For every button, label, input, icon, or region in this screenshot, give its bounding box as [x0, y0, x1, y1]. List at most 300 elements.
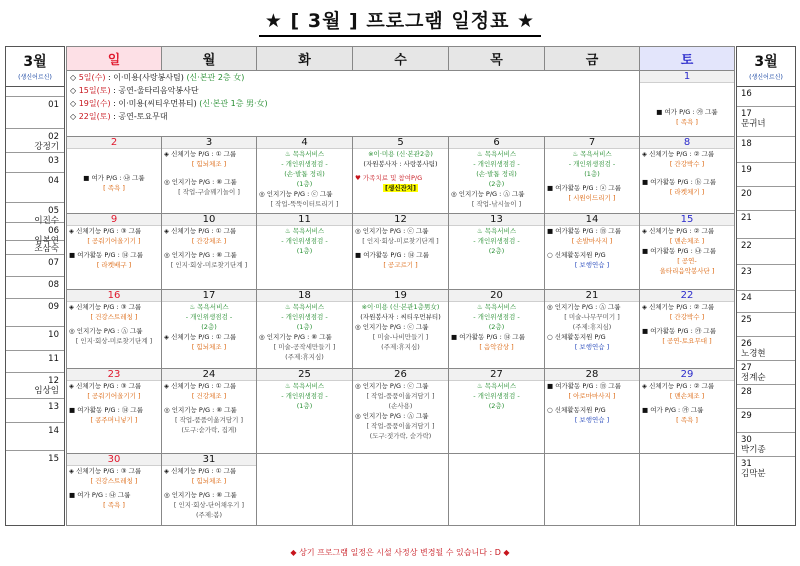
event-line: ■ 여가활동 P/G : ⑭ 그룹 — [69, 250, 143, 259]
event-line: [ 힘뇌체조 ] — [191, 343, 227, 352]
birthday-row — [737, 163, 795, 187]
event-line: 울타리음악봉사단 ] — [659, 266, 715, 275]
event-line: ◎ 인지기능 P/G : Ⓐ 그룹 — [451, 190, 525, 199]
empty-day-cell — [353, 453, 449, 526]
day-number: 4 — [257, 137, 352, 149]
birthday-row — [6, 399, 64, 423]
event-line: [ 공연- — [677, 256, 697, 265]
event-line: ◈ 신체기능 P/G : ① 그룹 — [164, 333, 237, 342]
birthday-day: 28 — [741, 387, 752, 397]
notice-text: : 공연-울타리음악봉사단 — [110, 86, 199, 95]
day-number: 25 — [257, 369, 352, 381]
event-line: ♨ 목욕서비스 — [284, 303, 325, 312]
day-number: 30 — [67, 454, 161, 466]
event-line: ◈ 신체기능 P/G : ③ 그룹 — [69, 303, 142, 312]
event-line: - 개인위생점검 - — [281, 236, 328, 245]
day-number: 28 — [545, 369, 639, 381]
event-line: (손사용) — [388, 401, 413, 410]
event-line: [ 간강박수 ] — [669, 160, 705, 169]
diamond-icon: ◇ — [70, 73, 79, 82]
birthday-row — [6, 241, 64, 255]
weekday-header-row — [67, 47, 735, 71]
event-line: (2층) — [488, 180, 505, 189]
event-line: ◎ 인지기능 P/G : ⓒ 그룹 — [259, 190, 333, 199]
day-cell — [640, 368, 735, 453]
event-line: [ 작업-뚝뚝이터트리기 ] — [270, 200, 339, 209]
birthday-name: 정계순 — [741, 373, 766, 383]
day-number: 15 — [640, 214, 734, 226]
event-line: ○ 신체활동지원 P/G — [547, 333, 606, 342]
day-number: 8 — [640, 137, 734, 149]
event-line: (1층) — [296, 401, 313, 410]
side-month-label: 3월 — [23, 54, 47, 70]
birthday-row — [737, 137, 795, 163]
notice-date: 15일(토) — [78, 86, 111, 95]
birthday-day: 07 — [48, 258, 59, 268]
calendar-week-row — [67, 453, 735, 526]
weekday-mon: 월 — [162, 47, 257, 71]
event-line: (1층) — [584, 170, 600, 179]
event-line: ■ 여가 P/G : ㉯ 그룹 — [83, 174, 145, 183]
spacer — [67, 157, 161, 165]
event-line: [ 시원이드리기 ] — [568, 194, 616, 203]
birthday-name: 조삼숙 — [34, 244, 59, 254]
notice-line — [67, 110, 639, 123]
weekday-sat: 토 — [640, 47, 735, 71]
page-title-text: ★ [ 3월 ] 프로그램 일정표 ★ — [259, 6, 541, 37]
day-cell — [67, 368, 162, 453]
event-line: [ 콩주머니넣기 ] — [90, 415, 138, 424]
notice-line — [67, 97, 639, 110]
birthday-row — [737, 87, 795, 107]
event-line: - 개인위생점검 - — [473, 236, 520, 245]
empty-day-cell — [640, 453, 735, 526]
day-number: 21 — [545, 290, 639, 302]
birthday-row — [6, 153, 64, 173]
event-line: (2층) — [488, 401, 505, 410]
birthday-day: 04 — [48, 176, 59, 186]
spacer — [162, 169, 256, 177]
birthday-row — [6, 451, 64, 475]
page-title — [0, 6, 800, 32]
event-line: ◈ 신체기능 P/G : ① 그룹 — [164, 466, 237, 475]
birthday-row — [737, 361, 795, 385]
event-line: - 개인위생점검 - — [281, 391, 328, 400]
day-number: 24 — [162, 369, 256, 381]
calendar-week-row — [67, 137, 735, 214]
event-line: ♨ 목욕서비스 — [284, 226, 325, 235]
birthday-row — [737, 337, 795, 361]
event-line: (2층) — [488, 323, 505, 332]
birthday-row — [6, 129, 64, 153]
birthday-row — [737, 211, 795, 239]
calendar-week-row — [67, 71, 735, 137]
day-number: 20 — [449, 290, 544, 302]
event-line: - 개인위생점검 - — [568, 160, 616, 169]
birthday-row — [6, 203, 64, 226]
event-line: [ 인지·회상-미로찾기단계 ] — [75, 337, 153, 346]
side-header — [6, 47, 64, 87]
day-cell — [257, 290, 353, 369]
notice-text: : 공연-토요무대 — [110, 112, 168, 121]
event-line: - 개인위생점검 - — [473, 391, 520, 400]
event-line: (손·발톱 정리) — [284, 170, 325, 179]
event-line: ※이·미용 (신·본관1층男女) — [361, 303, 440, 312]
event-line: (주제:봄) — [195, 510, 223, 519]
birthday-panel-right — [736, 46, 796, 526]
event-line: [ 족욕 ] — [676, 415, 698, 424]
highlight-label: [생신잔치] — [384, 184, 417, 193]
event-line: - 개인위생점검 - — [473, 313, 520, 322]
birthday-row — [737, 313, 795, 337]
event-line: [ 작업-품품이옮겨담기 ] — [366, 421, 435, 430]
spacer — [640, 91, 734, 99]
birthday-row — [6, 97, 64, 129]
day-cell — [162, 213, 257, 290]
event-line: [ 공줘기어올기기 ] — [87, 391, 141, 400]
event-line: (주제:휴지심) — [285, 353, 324, 362]
event-line: (주제:휴지심) — [381, 343, 420, 352]
birthday-name: 임상임 — [34, 386, 59, 396]
day-number: 7 — [545, 137, 639, 149]
day-cell — [67, 213, 162, 290]
event-line: (자원봉사자 : 씨티우먼뷰티) — [360, 313, 441, 322]
birthday-name: 박기종 — [741, 445, 766, 455]
weekday-sun: 일 — [67, 47, 162, 71]
event-line: [ 족욕 ] — [103, 500, 125, 509]
day-cell — [449, 368, 545, 453]
event-line: [ 공줘기어올기기 ] — [87, 236, 141, 245]
event-line: ♥ 가족치료 및 참여P/G — [355, 174, 423, 183]
empty-day-cell — [545, 453, 640, 526]
day-number: 12 — [353, 214, 448, 226]
day-cell — [545, 213, 640, 290]
notice-line — [67, 71, 639, 84]
empty-day-cell — [257, 453, 353, 526]
event-line: [ 족욕 ] — [676, 118, 698, 126]
event-line: (2층) — [488, 246, 505, 255]
birthday-row — [6, 423, 64, 451]
day-number: 10 — [162, 214, 256, 226]
event-line: ○ 신체활동지원 P/G — [547, 250, 606, 259]
weekday-tue: 화 — [257, 47, 353, 71]
birthday-row — [6, 327, 64, 351]
event-line: [ 보행연습 ] — [574, 260, 610, 269]
event-line: ◈ 신체기능 P/G : ① 그룹 — [164, 226, 237, 235]
event-line: (주제:휴지심) — [572, 323, 612, 332]
event-line: ♨ 목욕서비스 — [572, 150, 612, 159]
side-subtitle: (생신어르신) — [18, 74, 52, 81]
event-line: (1층) — [296, 180, 313, 189]
notice-extra: (신·본관 2층 女) — [186, 73, 245, 82]
day-cell — [162, 137, 257, 214]
birthday-row — [737, 107, 795, 137]
event-line: ♨ 목욕서비스 — [284, 150, 325, 159]
event-line: [ 맨손체조 ] — [669, 236, 705, 245]
spacer — [640, 99, 734, 107]
event-line: [ 인지·회상-미로찾기단계 ] — [170, 260, 248, 269]
day-cell — [67, 137, 162, 214]
birthday-name: 문귀녀 — [741, 119, 766, 129]
birthday-day: 25 — [741, 315, 752, 325]
notice-text: : 이·미용(사랑봉사팀) — [105, 73, 187, 82]
birthday-day: 23 — [741, 267, 752, 277]
side-subtitle: (생신어르신) — [749, 74, 783, 81]
day-number: 6 — [449, 137, 544, 149]
event-line: ♨ 목욕서비스 — [284, 381, 325, 390]
event-line: ■ 여가활동 P/G : ㉯ 그룹 — [642, 246, 716, 255]
notice-extra: (신·본관 1층 男·女) — [199, 99, 268, 108]
birthday-day: 13 — [48, 402, 59, 412]
birthday-row — [737, 187, 795, 211]
day-cell — [257, 213, 353, 290]
birthday-day: 31 — [741, 459, 752, 469]
day-cell — [162, 290, 257, 369]
day-cell — [640, 213, 735, 290]
birthday-row — [737, 291, 795, 313]
birthday-day: 30 — [741, 435, 752, 445]
day-cell — [449, 290, 545, 369]
day-number: 11 — [257, 214, 352, 226]
day-cell — [353, 290, 449, 369]
diamond-icon: ◇ — [70, 86, 79, 95]
day-number: 1 — [640, 71, 734, 83]
event-line: [ 공연-토요무대 ] — [662, 337, 712, 346]
birthday-day: 09 — [48, 302, 59, 312]
notice-text: : 이·미용(씨티우먼뷰티) — [110, 99, 200, 108]
birthday-row — [6, 87, 64, 97]
event-line: ○ 신체활동지원 P/G — [547, 405, 606, 414]
event-line: [ 건강스트레칭 ] — [90, 313, 138, 322]
birthday-day: 22 — [741, 241, 752, 251]
event-line: ■ 여가활동 P/G : ⓐ 그룹 — [547, 184, 621, 193]
calendar-week-row — [67, 290, 735, 369]
birthday-day: 06 — [48, 226, 59, 236]
birthday-day: 20 — [741, 189, 752, 199]
day-cell — [162, 453, 257, 526]
day-number: 31 — [162, 454, 256, 466]
day-number: 16 — [67, 290, 161, 302]
birthday-name: 강정기 — [34, 142, 59, 152]
day-number: 19 — [353, 290, 448, 302]
birthday-day: 17 — [741, 109, 752, 119]
event-line: (도구:젓가락, 숟가락) — [369, 431, 432, 440]
diamond-icon: ◇ — [70, 112, 79, 121]
event-line: [ 작업-품품이옮겨담기 ] — [366, 391, 435, 400]
day-cell — [640, 290, 735, 369]
day-cell — [449, 137, 545, 214]
event-line: ◎ 인지기능 P/G : ⓒ 그룹 — [355, 323, 429, 332]
notice-date: 5일(수) — [78, 73, 106, 82]
event-line: [ 작업-품품이옮겨담기 ] — [174, 415, 244, 424]
event-line: [ 인지·회상-미로찾기단계 ] — [362, 236, 439, 245]
day-number: 3 — [162, 137, 256, 149]
day-cell — [353, 368, 449, 453]
event-line: ◎ 인지기능 P/G : ⑧ 그룹 — [164, 250, 237, 259]
calendar-week-row — [67, 213, 735, 290]
event-line: ♨ 목욕서비스 — [189, 303, 229, 312]
birthday-panel-left — [5, 46, 65, 526]
day-cell — [257, 137, 353, 214]
event-line: ◎ 인지기능 P/G : ⓒ 그룹 — [355, 226, 429, 235]
spacer — [67, 165, 161, 173]
event-line: (1층) — [296, 323, 313, 332]
day-number: 2 — [67, 137, 161, 149]
event-line: ◈ 신체기능 P/G : ③ 그룹 — [69, 226, 142, 235]
event-line: [ 공고르기 ] — [383, 260, 418, 269]
event-line: - 개인위생점검 - — [281, 160, 328, 169]
event-line: [ 인지·회상-단어채우기 ] — [173, 500, 245, 509]
birthday-row — [737, 385, 795, 409]
event-line: ◎ 인지기능 P/G : Ⓐ 그룹 — [69, 327, 143, 336]
birthday-day: 19 — [741, 165, 752, 175]
event-line: [ 미술-나무꾸미기 ] — [564, 313, 620, 322]
calendar-week-row — [67, 368, 735, 453]
event-line: [ 보행연습 ] — [574, 343, 610, 352]
event-line: ♨ 목욕서비스 — [476, 303, 517, 312]
event-line: ◎ 인지기능 P/G : Ⓐ 그룹 — [355, 411, 429, 420]
birthday-day: 29 — [741, 411, 752, 421]
birthday-name: 이진수 — [34, 216, 59, 226]
side-month-label: 3월 — [754, 54, 778, 70]
day-number: 9 — [67, 214, 161, 226]
event-line: ◎ 인지기능 P/G : Ⓐ 그룹 — [547, 303, 621, 312]
birthday-row — [737, 265, 795, 291]
event-line: - 개인위생점검 - — [281, 313, 328, 322]
spacer — [67, 149, 161, 157]
birthday-day: 10 — [48, 330, 59, 340]
birthday-row — [6, 351, 64, 373]
event-line: ◎ 인지기능 P/G : ⑧ 그룹 — [164, 490, 237, 499]
birthday-row — [6, 277, 64, 299]
day-number: 5 — [353, 137, 448, 149]
event-line: ■ 여가활동 P/G : ⑭ 그룹 — [69, 405, 143, 414]
birthday-day: 08 — [48, 280, 59, 290]
event-line: ◈ 신체기능 P/G : ② 그룹 — [642, 381, 715, 390]
day-cell — [257, 368, 353, 453]
event-line: (자원봉사자 : 사랑봉사팀) — [363, 160, 438, 169]
event-line: ◎ 인지기능 P/G : ⑧ 그룹 — [259, 333, 332, 342]
weekday-wed: 수 — [353, 47, 449, 71]
weekday-thu: 목 — [449, 47, 545, 71]
event-line: ■ 여가활동 P/G : ⑭ 그룹 — [451, 333, 525, 342]
event-line: [ 맨손체조 ] — [669, 391, 705, 400]
event-line: ♨ 목욕서비스 — [476, 381, 517, 390]
spacer — [640, 83, 734, 91]
event-line: ※이·미용 (신·본관2층) — [368, 150, 433, 159]
event-line: ◈ 신체기능 P/G : ③ 그룹 — [69, 466, 142, 475]
day-cell — [353, 137, 449, 214]
event-line: [ 간강체조 ] — [191, 236, 227, 245]
event-line: (1층) — [296, 246, 313, 255]
event-line: [ 보행연습 ] — [574, 415, 610, 424]
footer-notice: ◆ 상기 프로그램 일정은 시설 사정상 변경될 수 있습니다 : D ◆ — [290, 548, 510, 557]
birthday-row — [737, 433, 795, 457]
birthday-row — [6, 255, 64, 277]
day-number: 17 — [162, 290, 256, 302]
birthday-row — [6, 173, 64, 203]
event-line: (손·발톱 정리) — [476, 170, 517, 179]
event-line: ■ 여가 P/G : ㉮ 그룹 — [656, 108, 718, 116]
day-number: 26 — [353, 369, 448, 381]
day-cell — [449, 213, 545, 290]
event-line: ■ 여가 P/G : ㉮ 그룹 — [642, 405, 704, 414]
day-cell — [67, 453, 162, 526]
day-number: 29 — [640, 369, 734, 381]
day-number: 27 — [449, 369, 544, 381]
weekday-fri: 금 — [545, 47, 640, 71]
birthday-day: 14 — [48, 426, 59, 436]
event-line: [ 아로마마사지 ] — [568, 391, 616, 400]
event-line: ◎ 인지기능 P/G : ⑧ 그룹 — [164, 178, 237, 187]
event-line: [ 힘뇌체조 ] — [191, 160, 227, 169]
event-line: [ 미술-공작세만들기 ] — [273, 343, 336, 352]
event-line: [ 라켓체기 ] — [669, 188, 705, 197]
event-line: [ 힘뇌체조 ] — [191, 476, 227, 485]
birthday-row — [737, 457, 795, 481]
birthday-day: 15 — [48, 454, 59, 464]
birthday-day: 05 — [48, 206, 59, 216]
event-line: [ 족욕 ] — [103, 184, 125, 193]
birthday-name: 노경현 — [741, 349, 766, 359]
birthday-day: 01 — [48, 100, 59, 110]
event-line: ◎ 인지기능 P/G : ⑧ 그룹 — [164, 405, 237, 414]
event-line: - 개인위생점검 - — [473, 160, 520, 169]
day-cell — [545, 137, 640, 214]
birthday-name: 김막분 — [741, 469, 766, 479]
day-number: 18 — [257, 290, 352, 302]
event-line: ♨ 목욕서비스 — [476, 150, 517, 159]
event-line: ◈ 신체기능 P/G : ② 그룹 — [642, 150, 715, 159]
event-line: ■ 여가활동 P/G : ⓑ 그룹 — [642, 178, 716, 187]
notice-date: 19일(수) — [78, 99, 111, 108]
birthday-day: 27 — [741, 363, 752, 373]
diamond-icon: ◇ — [70, 99, 79, 108]
event-line: ■ 여가활동 P/G : ⑭ 그룹 — [355, 250, 429, 259]
event-line: [ 미술-나비만들기 ] — [372, 333, 429, 342]
event-line: ◈ 신체기능 P/G : ① 그룹 — [164, 150, 237, 159]
event-line: [ 작업-낚시놀이 ] — [471, 200, 522, 209]
event-line: ■ 여가활동 P/G : ⑮ 그룹 — [547, 226, 621, 235]
day-cell — [640, 137, 735, 214]
event-line: ♨ 목욕서비스 — [476, 226, 517, 235]
birthday-day: 03 — [48, 156, 59, 166]
day-cell — [353, 213, 449, 290]
notice-cell — [67, 71, 640, 137]
event-line: - 개인위생점검 - — [185, 313, 233, 322]
birthday-day: 16 — [741, 89, 752, 99]
birthday-day: 18 — [741, 139, 752, 149]
day-number: 14 — [545, 214, 639, 226]
birthday-day: 26 — [741, 339, 752, 349]
event-line: (2층) — [201, 323, 217, 332]
birthday-row — [737, 239, 795, 265]
event-line: [ 작업-구슬꿰기놀이 ] — [178, 188, 240, 197]
birthday-name: 임복연 — [34, 236, 59, 246]
event-line: [ 라켓배구 ] — [96, 260, 132, 269]
event-line: ◈ 신체기능 P/G : ③ 그룹 — [69, 381, 142, 390]
birthday-day: 02 — [48, 132, 59, 142]
birthday-row — [6, 373, 64, 399]
notice-date: 22일(토) — [78, 112, 111, 121]
day-cell — [162, 368, 257, 453]
day-number: 23 — [67, 369, 161, 381]
birthday-day: 24 — [741, 293, 752, 303]
day-cell — [67, 290, 162, 369]
event-line: ■ 여가활동 P/G : ⑮ 그룹 — [547, 381, 621, 390]
calendar-grid — [66, 46, 735, 526]
event-line: [ 손발마사지 ] — [571, 236, 613, 245]
